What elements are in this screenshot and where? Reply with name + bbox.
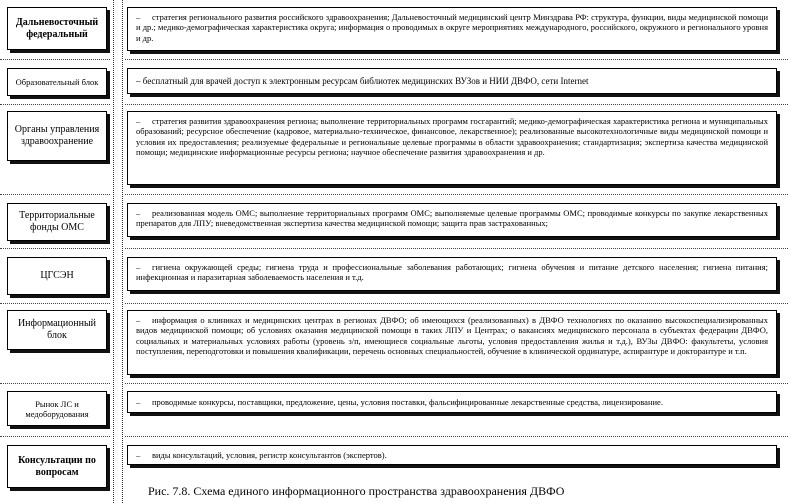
block-label: Рынок ЛС и медоборудования [25,398,89,419]
block-label: ЦГСЭН [40,270,74,281]
separator-left [0,383,110,384]
bullet-dash: – [136,315,141,325]
block-label: Органы управления здравоохранение [14,124,100,147]
separator-right [125,248,788,249]
content-text: виды консультаций, условия, регистр консультантов (экспертов). [152,450,387,461]
separator-left [0,436,110,437]
bullet-dash: – [136,12,141,22]
block-cgsen [7,257,107,295]
separator-right [125,59,788,60]
bullet-dash: – [136,450,141,461]
separator-left [0,59,110,60]
separator-right [125,436,788,437]
content-text: стратегия развития здравоохранения региона; выполнение территориальных программ госгарантий; медико-демографическая характеристика региона и муниципальных образований; ресурсное обеспечение (кадровое, материально-техническое, финансовое, лекарственное); реализованные высокотехнологичные виды медицинской помощи и условия их предоставления; реализуемые федеральные и региональные целевые программы в области здравоохранения; стандартизация; экспертиза качества медицинской помощи; медицинские информационные ресурсы региона; научное обеспечение развития здравоохранения и др. [136,116,768,158]
block-territorial-oms-funds [7,203,107,241]
bullet-dash: – [136,262,141,272]
block-consultations [7,445,107,488]
content-drug-equipment-market [127,391,777,413]
block-drug-equipment-market [7,391,107,426]
content-text: стратегия регионального развития российского здравоохранения; Дальневосточный медицинский центр Минздрава РФ: структура, функции, виды медицинской помощи и др.; медико-демографическая характеристика округа; информация о проводимых в округе мероприятиях международного, российского, окружного и регионального уровня и др. [136,12,768,43]
block-health-authorities [7,111,107,161]
content-text: гигиена окружающей среды; гигиена труда и профессиональные заболевания работающих; гигиена обучения и питание детского населения; гигиена питания; инфекционная и паразитарная заболеваемость населения и т.д. [136,262,768,283]
block-label: Информационный блок [17,318,97,341]
content-consultations [127,445,777,465]
block-information [7,310,107,350]
separator-right [125,104,788,105]
block-far-east-federal [7,7,107,50]
content-text: проводимые конкурсы, поставщики, предложение, цены, условия поставки, фальсифицированные лекарственные средства, лицензирование. [152,397,663,408]
content-text: – бесплатный для врачей доступ к электронным ресурсам библиотек медицинских ВУЗов и НИИ ДВФО, сети Internet [136,76,589,87]
content-health-authorities [127,111,777,185]
bullet-dash: – [136,208,141,218]
content-information [127,310,777,375]
block-label: Консультации по вопросам [18,454,96,478]
separator-left [0,104,110,105]
block-label: Дальневосточный федеральный [15,16,99,40]
bullet-dash: – [136,116,141,126]
dotted-rail-right [122,0,123,503]
figure-caption: Рис. 7.8. Схема единого информационного пространства здравоохранения ДВФО [148,484,565,498]
separator-left [0,303,110,304]
content-cgsen [127,257,777,291]
separator-left [0,194,110,195]
content-text: реализованная модель ОМС; выполнение территориальных программ ОМС; выполняемые целевые программы ОМС; проводимые конкурсы по закупке лекарственных препаратов для ЛПУ; вневедомственная экспертиза качества медицинской помощи; защита прав застрахованных; [136,208,768,229]
block-education [7,68,107,96]
separator-right [125,303,788,304]
bullet-dash: – [136,397,141,408]
content-education [127,68,777,94]
block-label: Территориальные фонды ОМС [19,210,95,233]
content-territorial-oms-funds [127,203,777,237]
content-text: информация о клиниках и медицинских центрах в регионах ДВФО; об имеющихся (реализованных) в ДВФО технологиях по оказанию высокоспециализированных видов медицинской помощи; об условиях оказания медицинской помощи в таких ЛПУ и Центрах; о вакансиях медицинского персонала в субъектах федерации ДВФО, социальных и материальных условиях работы (уровень з/п, имеющиеся социальные льготы, условия предоставления жилья и т.д.), ВУЗы ДВФО: факультеты, условия поступления, переподготовки и повышения квалификации, перечень основных специальностей, обучение в клинической ординатуре, аспирантуре и докторантуре и т.п. [136,315,768,357]
separator-left [0,248,110,249]
content-far-east-federal [127,7,777,51]
block-label: Образовательный блок [15,77,99,87]
separator-right [125,194,788,195]
separator-right [125,383,788,384]
dotted-rail-left [113,0,114,503]
